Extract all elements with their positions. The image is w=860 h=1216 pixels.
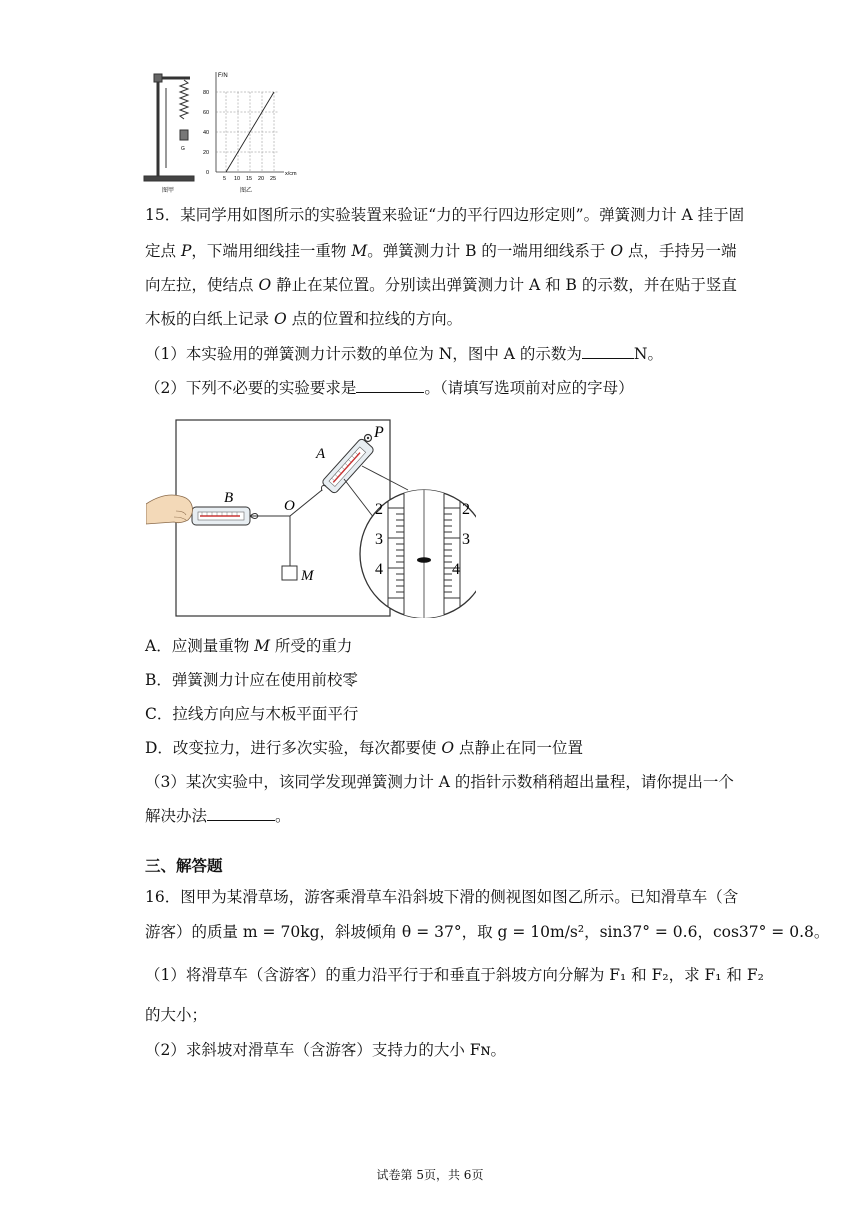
y-tick: 60 — [203, 110, 210, 116]
y-tick: 40 — [203, 130, 210, 136]
scale-label-left: 4 — [375, 561, 383, 578]
weight-m — [282, 566, 297, 580]
q15-intro-line-2: 定点 P，下端用细线挂一重物 M。弹簧测力计 B 的一端用细线系于 O 点，手持另一端 — [145, 242, 737, 260]
x-tick: 5 — [223, 176, 227, 182]
option-c[interactable]: C．拉线方向应与木板平面平行 — [145, 705, 359, 723]
q15-sub3-line-2: 解决办法 。 — [145, 807, 291, 825]
scale-label-left: 3 — [375, 531, 383, 548]
experiment-figure — [146, 416, 476, 618]
x-tick: 15 — [246, 176, 253, 182]
answer-blank[interactable] — [582, 344, 634, 359]
label-a: A — [316, 446, 326, 462]
page-footer: 试卷第 5页，共 6页 — [376, 1168, 484, 1182]
figure-top — [140, 68, 310, 196]
x-tick: 20 — [258, 176, 265, 182]
option-b[interactable]: B．弹簧测力计应在使用前校零 — [145, 671, 358, 689]
magnified-scale — [360, 486, 476, 618]
q15-sub2: （2）下列不必要的实验要求是 。（请填写选项前对应的字母） — [145, 379, 634, 397]
option-d[interactable]: D．改变拉力，进行多次实验，每次都要使 O 点静止在同一位置 — [145, 739, 584, 757]
iron-stand-image — [144, 74, 194, 181]
q15-sub1: （1）本实验用的弹簧测力计示数的单位为 N，图中 A 的示数为 N。 — [145, 345, 663, 363]
option-a[interactable]: A．应测量重物 M 所受的重力 — [145, 637, 353, 655]
answer-blank[interactable] — [207, 806, 275, 821]
x-tick: 25 — [270, 176, 277, 182]
q16-line-4: 的大小； — [145, 1006, 208, 1024]
q16-line-5: （2）求斜坡对滑草车（含游客）支持力的大小 Fɴ。 — [145, 1041, 507, 1059]
q15-intro-line-1: 15．某同学用如图所示的实验装置来验证“力的平行四边形定则”。弹簧测力计 A 挂于固 — [145, 206, 745, 224]
q16-line-1: 16．图甲为某滑草场，游客乘滑草车沿斜坡下滑的侧视图如图乙所示。已知滑草车（含 — [145, 888, 739, 906]
y-tick: 20 — [203, 150, 210, 156]
hand-image — [146, 495, 193, 524]
scale-label-right: 2 — [462, 501, 470, 518]
q16-line-2: 游客）的质量 m = 70kg，斜坡倾角 θ = 37°，取 g = 10m/s²，sin37° = 0.6，cos37° = 0.8。 — [145, 923, 830, 941]
section-title: 三、解答题 — [145, 856, 223, 875]
force-extension-graph — [203, 72, 297, 194]
right-caption: 图乙 — [240, 188, 253, 194]
scale-label-right: 4 — [452, 561, 460, 578]
scale-label-left: 2 — [375, 501, 383, 518]
label-o: O — [284, 498, 295, 514]
q15-intro-line-4: 木板的白纸上记录 O 点的位置和拉线的方向。 — [145, 310, 463, 328]
left-caption: 图甲 — [162, 188, 175, 194]
x-tick: 10 — [234, 176, 241, 182]
answer-blank[interactable] — [356, 378, 424, 393]
q15-intro-line-3: 向左拉，使结点 O 静止在某位置。分别读出弹簧测力计 A 和 B 的示数，并在贴于竖直 — [145, 276, 737, 294]
pointer — [417, 557, 431, 563]
y-tick: 0 — [206, 170, 210, 176]
label-m: M — [301, 568, 314, 584]
spring-label: G — [181, 146, 185, 152]
scale-label-right: 3 — [462, 531, 470, 548]
y-tick: 80 — [203, 90, 210, 96]
label-b: B — [224, 490, 234, 506]
y-axis-label: F/N — [218, 73, 228, 79]
x-axis-label: x/cm — [285, 171, 297, 177]
spring-scale-b — [192, 507, 258, 525]
q16-line-3: （1）将滑草车（含游客）的重力沿平行于和垂直于斜坡方向分解为 F₁ 和 F₂，求 F₁ 和 F₂ — [145, 966, 764, 984]
label-p: P — [374, 424, 384, 441]
q15-sub3-line-1: （3）某次实验中，该同学发现弹簧测力计 A 的指针示数稍稍超出量程，请你提出一个 — [145, 773, 734, 791]
